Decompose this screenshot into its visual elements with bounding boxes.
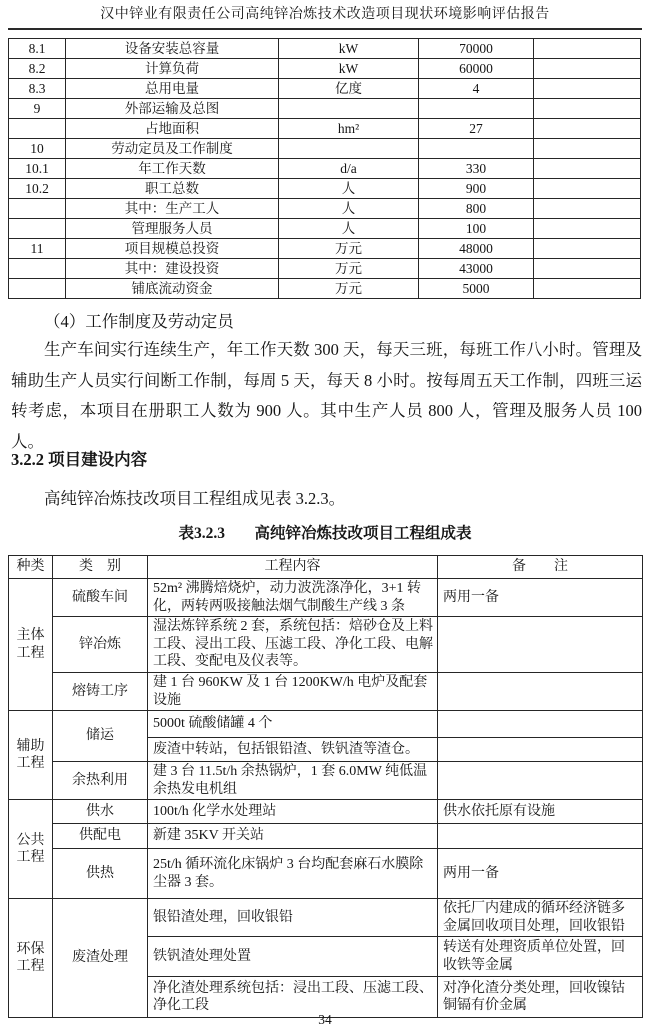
cell-value: 60000 [419,59,534,79]
cell-index [9,219,66,239]
table-3-2-3-caption [0,521,650,543]
cell-remark [534,159,641,179]
table-row [9,762,643,800]
table-row [9,59,641,79]
cell-category: 供热 [53,849,148,899]
cell-index: 8.2 [9,59,66,79]
cell-remark [534,199,641,219]
cell-content: 铁钒渣处理处置 [148,937,438,977]
cell-kind: 辅助工程 [9,711,53,800]
cell-value [419,99,534,119]
table-row [9,99,641,119]
cell-content: 52m² 沸腾焙烧炉，动力波洗涤净化，3+1 转化，两转两吸接触法烟气制酸生产线 3 条 [148,579,438,617]
cell-kind: 公共工程 [9,800,53,899]
table-row [9,219,641,239]
cell-unit: 万元 [279,259,419,279]
table-row [9,159,641,179]
cell-unit [279,139,419,159]
page-header [8,3,642,30]
table-row [9,39,641,59]
cell-value: 4 [419,79,534,99]
cell-remark [534,279,641,299]
cell-remark [534,239,641,259]
cell-kind: 环保工程 [9,899,53,1018]
table-caption-text: 高纯锌冶炼技改项目工程组成表 [254,525,472,542]
cell-unit: 万元 [279,279,419,299]
cell-unit: 人 [279,219,419,239]
cell-value: 27 [419,119,534,139]
cell-unit: d/a [279,159,419,179]
table-row [9,79,641,99]
cell-content: 25t/h 循环流化床锅炉 3 台均配套麻石水膜除尘器 3 套。 [148,849,438,899]
cell-remark [534,39,641,59]
project-summary-table [8,38,641,299]
cell-content: 100t/h 化学水处理站 [148,800,438,824]
cell-value: 70000 [419,39,534,59]
cell-item: 其中：建设投资 [66,259,279,279]
cell-index: 8.3 [9,79,66,99]
cell-category: 废渣处理 [53,899,148,1018]
cell-item: 计算负荷 [66,59,279,79]
header-content: 工程内容 [148,556,438,579]
cell-value: 800 [419,199,534,219]
cell-content: 建 1 台 960KW 及 1 台 1200KW/h 电炉及配套设施 [148,673,438,711]
table-row [9,800,643,824]
cell-content: 湿法炼锌系统 2 套，系统包括：焙砂仓及上料工段、浸出工段、压滤工段、净化工段、电解工段、变配电及仪表等。 [148,617,438,673]
cell-unit: 亿度 [279,79,419,99]
cell-item: 占地面积 [66,119,279,139]
cell-item: 职工总数 [66,179,279,199]
cell-index: 10.2 [9,179,66,199]
cell-value: 48000 [419,239,534,259]
cell-value: 330 [419,159,534,179]
cell-unit: 万元 [279,239,419,259]
cell-value: 43000 [419,259,534,279]
cell-unit: 人 [279,199,419,219]
cell-remark: 两用一备 [438,849,643,899]
cell-item: 劳动定员及工作制度 [66,139,279,159]
table-row [9,617,643,673]
cell-index [9,259,66,279]
cell-unit: kW [279,39,419,59]
cell-category: 供配电 [53,824,148,849]
cell-index [9,119,66,139]
cell-remark: 两用一备 [438,579,643,617]
cell-category: 熔铸工序 [53,673,148,711]
cell-remark [438,673,643,711]
cell-remark [534,179,641,199]
cell-content: 建 3 台 11.5t/h 余热锅炉，1 套 6.0MW 纯低温余热发电机组 [148,762,438,800]
table-row [9,259,641,279]
cell-remark [438,617,643,673]
cell-category: 余热利用 [53,762,148,800]
cell-item: 外部运输及总图 [66,99,279,119]
table-row [9,119,641,139]
cell-item: 年工作天数 [66,159,279,179]
table-row [9,899,643,937]
cell-remark [438,738,643,762]
cell-remark [534,119,641,139]
cell-item: 铺底流动资金 [66,279,279,299]
table-caption-number: 表3.2.3 [178,525,226,542]
cell-unit: 人 [279,179,419,199]
cell-kind: 主体工程 [9,579,53,711]
table-row [9,824,643,849]
cell-item: 管理服务人员 [66,219,279,239]
cell-remark [534,79,641,99]
cell-unit: hm² [279,119,419,139]
cell-item: 其中：生产工人 [66,199,279,219]
cell-index: 9 [9,99,66,119]
table-row [9,239,641,259]
table-row [9,711,643,738]
cell-index: 8.1 [9,39,66,59]
work-system-paragraph: 生产车间实行连续生产，年工作天数 300 天，每天三班，每班工作八小时。管理及辅助生产人员实行间断工作制，每周 5 天，每天 8 小时。按每周五天工作制，四班三运转考虑，本项目在册职工人数为 900 人。其中生产人员 800 人，管理及服务人员 100 人。 [11,340,642,451]
section-3-2-2-paragraph: 高纯锌冶炼技改项目工程组成见表 3.2.3。 [44,489,346,508]
table-row [9,139,641,159]
cell-remark: 转送有处理资质单位处置，回收铁等金属 [438,937,643,977]
cell-unit: kW [279,59,419,79]
cell-value [419,139,534,159]
cell-remark: 依托厂内建成的循环经济链多金属回收项目处理，回收银铅 [438,899,643,937]
table-row [9,199,641,219]
cell-category: 储运 [53,711,148,762]
header-kind: 种类 [9,556,53,579]
cell-remark [534,99,641,119]
cell-item: 项目规模总投资 [66,239,279,259]
cell-content: 新建 35KV 开关站 [148,824,438,849]
cell-category: 硫酸车间 [53,579,148,617]
header-remark: 备 注 [438,556,643,579]
cell-remark: 对净化渣分类处理，回收镍钴铜镉有价金属 [438,977,643,1018]
report-title: 汉中锌业有限责任公司高纯锌冶炼技术改造项目现状环境影响评估报告 [100,7,550,22]
work-system-heading: （4）工作制度及劳动定员 [44,312,234,331]
table-row [9,279,641,299]
cell-unit [279,99,419,119]
cell-index: 10.1 [9,159,66,179]
header-category: 类 别 [53,556,148,579]
cell-remark [534,139,641,159]
cell-remark [438,762,643,800]
cell-category: 锌冶炼 [53,617,148,673]
cell-remark [438,824,643,849]
cell-item: 总用电量 [66,79,279,99]
cell-remark: 供水依托原有设施 [438,800,643,824]
cell-content: 净化渣处理系统包括：浸出工段、压滤工段、净化工段 [148,977,438,1018]
cell-remark [438,711,643,738]
table-row [9,849,643,899]
table-row [9,673,643,711]
cell-index [9,279,66,299]
cell-content: 废渣中转站，包括银铅渣、铁钒渣等渣仓。 [148,738,438,762]
table-row [9,179,641,199]
cell-value: 900 [419,179,534,199]
cell-remark [534,259,641,279]
cell-category: 供水 [53,800,148,824]
cell-index [9,199,66,219]
table-header-row [9,556,643,579]
project-composition-table [8,555,643,1018]
cell-content: 5000t 硫酸储罐 4 个 [148,711,438,738]
section-3-2-2-heading: 3.2.2 项目建设内容 [11,450,148,469]
cell-remark [534,59,641,79]
cell-content: 银铅渣处理，回收银铅 [148,899,438,937]
cell-index: 10 [9,139,66,159]
cell-index: 11 [9,239,66,259]
table-row [9,579,643,617]
cell-value: 5000 [419,279,534,299]
cell-value: 100 [419,219,534,239]
page-number: 34 [318,1012,332,1027]
cell-remark [534,219,641,239]
cell-item: 设备安装总容量 [66,39,279,59]
